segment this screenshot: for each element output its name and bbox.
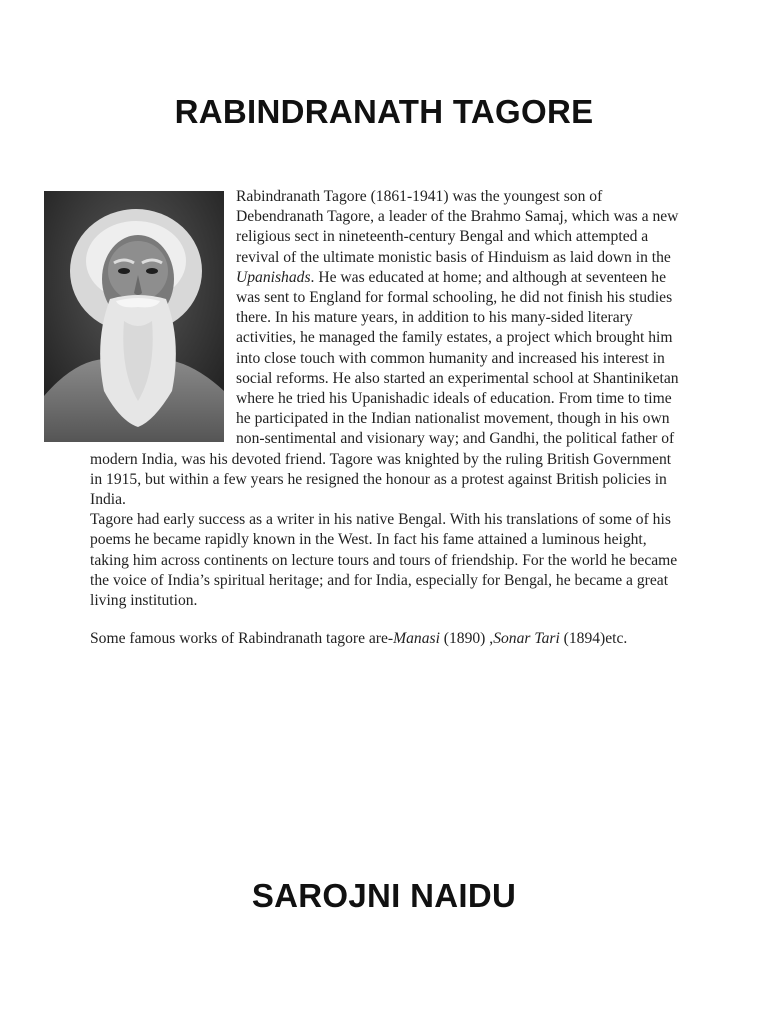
work-sonar-tari: Sonar Tari bbox=[493, 630, 560, 648]
work-manasi: Manasi bbox=[393, 630, 440, 648]
paragraph-success: Tagore had early success as a writer in his native Bengal. With his translations of some of his poems he became rapidly known in the West. In fact his fame attained a luminous height, taking him across continents on lecture tours and tours of friendship. For the world he became the voice of India’s spiritual heritage; and for India, especially for Bengal, he became a great living institution. bbox=[90, 511, 678, 610]
section-title-sarojni-naidu: SAROJNI NAIDU bbox=[251, 877, 517, 914]
paragraph-biography-continued: . He was educated at home; and although at seventeen he was sent to England for formal schooling, he did not finish his studies there. In his mature years, in addition to his many-sided literary activities, he managed the family estates, a project which brought him into close touch with common humanity and increased his interest in social reforms. He also started an experimental school at Shantiniketan where he tried his Upanishadic ideals of education. From time to time he participated in the Indian nationalist movement, though in his own non-sentimental and visionary way; and Gandhi, the political father of modern India, was his devoted friend. Tagore was knighted by the ruling British Government in 1915, but within a few years he resigned the honour as a protest against British policies in India. bbox=[90, 268, 679, 509]
work-manasi-year: (1890) , bbox=[439, 630, 494, 648]
work-sonar-tari-year: (1894)etc. bbox=[559, 630, 628, 648]
upanishads-title: Upanishads bbox=[236, 268, 311, 286]
works-lead: Some famous works of Rabindranath tagore are- bbox=[90, 630, 394, 648]
paragraph-works bbox=[90, 629, 680, 649]
page-title: RABINDRANATH TAGORE bbox=[174, 93, 594, 130]
bearded-man-portrait-icon bbox=[44, 191, 224, 442]
portrait-image bbox=[44, 191, 224, 442]
paragraph-biography-text: Rabindranath Tagore (1861-1941) was the youngest son of Debendranath Tagore, a leader of the Brahmo Samaj, which was a new religious sect in nineteenth-century Bengal and which attempted a revival of the ultimate monistic basis of Hinduism as laid down in the bbox=[236, 188, 679, 266]
article-body bbox=[90, 187, 680, 649]
